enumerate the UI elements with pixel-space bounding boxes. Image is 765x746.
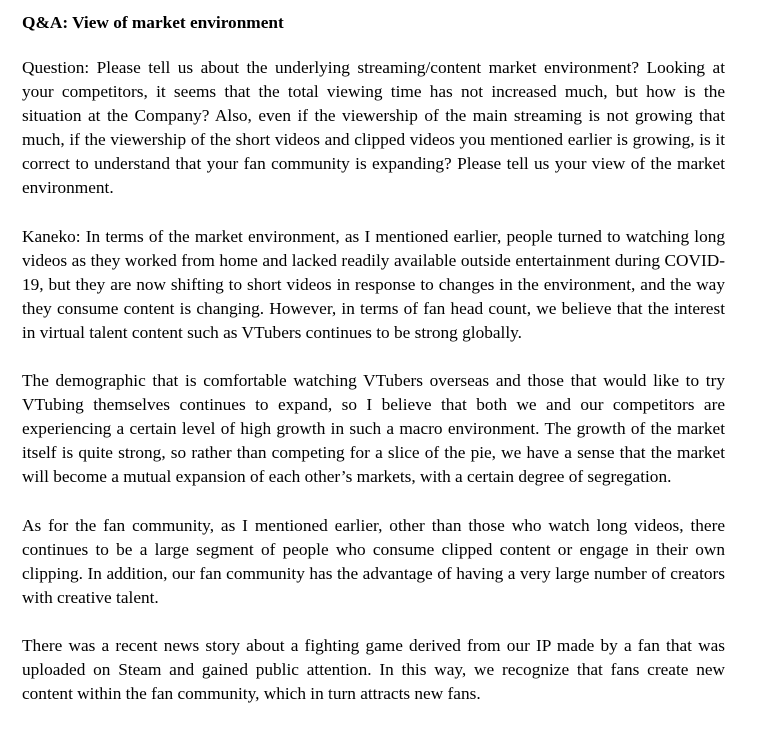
answer-paragraph-4: There was a recent news story about a fighting game derived from our IP made by a fan that was uploaded on Steam and gained public attention. In this way, we recognize that fans create new content within the fan community, which in turn attracts new fans.	[22, 635, 725, 704]
section-heading: Q&A: View of market environment	[22, 13, 284, 32]
answer-paragraph-3: As for the fan community, as I mentioned earlier, other than those who watch long videos, there continues to be a large segment of people who consume clipped content or engage in their own clipping. In addition, our fan community has the advantage of having a very large number of creators with creative talent.	[22, 515, 725, 607]
question-paragraph: Question: Please tell us about the underlying streaming/content market environment? Looking at your competitors, it seems that the total viewing time has not increased much, but how is the situation at the Company? Also, even if the viewership of the main streaming is not growing that much, if the viewership of the short videos and clipped videos you mentioned earlier is growing, is it correct to understand that your fan community is expanding? Please tell us your view of the market environment.	[22, 58, 725, 198]
answer-paragraph-2: The demographic that is comfortable watching VTubers overseas and those that would like to try VTubing themselves continues to expand, so I believe that both we and our competitors are experiencing a certain level of high growth in such a macro environment. The growth of the market itself is quite strong, so rather than competing for a slice of the pie, we have a sense that the market will become a mutual expansion of each other’s markets, with a certain degree of segregation.	[22, 371, 725, 487]
answer-paragraph-1: Kaneko: In terms of the market environment, as I mentioned earlier, people turned to watching long videos as they worked from home and lacked readily available outside entertainment during COVID-19, but they are now shifting to short videos in response to changes in the environment, and the way they consume content is changing. However, in terms of fan head count, we believe that the interest in virtual talent content such as VTubers continues to be strong globally.	[22, 226, 725, 342]
